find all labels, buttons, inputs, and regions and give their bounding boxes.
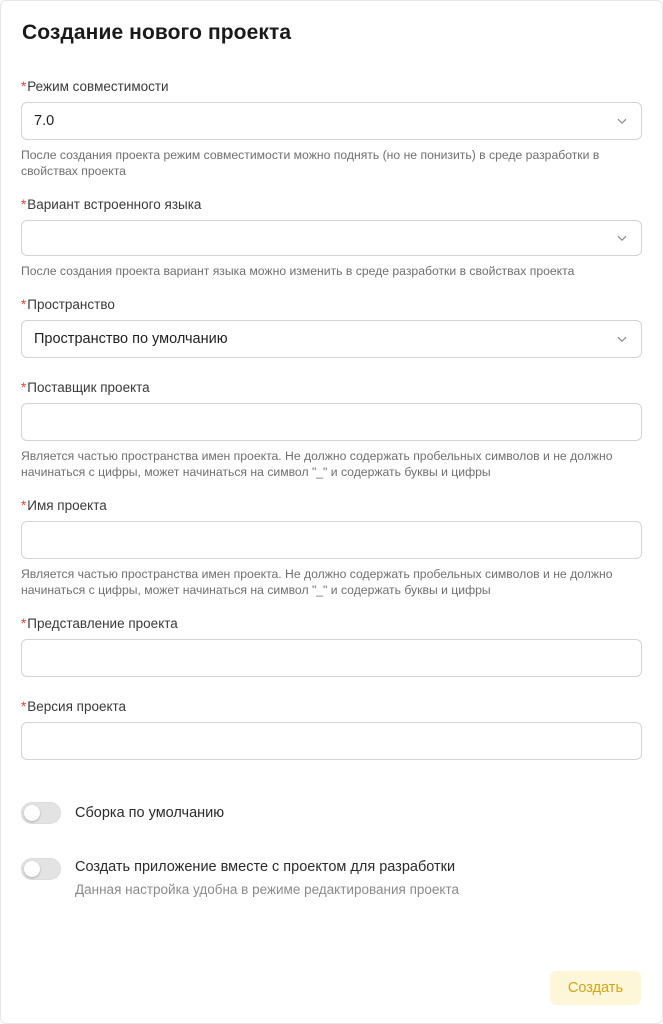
spacer (21, 677, 642, 699)
label-presentation (21, 616, 642, 632)
label-text: Вариант встроенного языка (27, 197, 202, 212)
toggle-default-build-label: Сборка по умолчанию (75, 805, 225, 821)
label-text: Режим совместимости (27, 79, 169, 94)
create-button[interactable]: Создать (550, 971, 641, 1005)
input-version[interactable] (21, 722, 642, 760)
input-project-name[interactable] (21, 521, 642, 559)
chevron-down-icon (615, 332, 629, 346)
input-vendor[interactable] (21, 403, 642, 441)
create-project-form (21, 79, 642, 899)
required-marker: * (21, 297, 27, 312)
label-text: Имя проекта (27, 498, 107, 513)
spacer (21, 358, 642, 380)
label-text: Поставщик проекта (27, 380, 150, 395)
toggle-create-app-sublabel: Данная настройка удобна в режиме редактирования проекта (75, 882, 459, 897)
chevron-down-icon (615, 231, 629, 245)
toggle-row-create-app[interactable] (21, 856, 642, 899)
select-language-variant[interactable] (21, 220, 642, 256)
field-compatibility-mode (21, 79, 642, 179)
chevron-down-icon (615, 114, 629, 128)
required-marker: * (21, 197, 27, 212)
label-text: Представление проекта (27, 616, 178, 631)
select-compatibility-mode-value: 7.0 (34, 113, 55, 129)
toggle-default-build[interactable] (21, 802, 61, 824)
label-version (21, 699, 642, 715)
hint-language-variant: После создания проекта вариант языка можно изменить в среде разработки в свойствах проекта (21, 264, 575, 278)
toggle-create-app[interactable] (21, 858, 61, 880)
label-text: Пространство (27, 297, 115, 312)
field-vendor (21, 380, 642, 480)
hint-project-name: Является частью пространства имен проекта. Не должно содержать пробельных символов и не должно начинаться с цифры, может начинаться на символ "_" и содержать буквы и цифры (21, 567, 613, 597)
hint-vendor: Является частью пространства имен проекта. Не должно содержать пробельных символов и не должно начинаться с цифры, может начинаться на символ "_" и содержать буквы и цифры (21, 449, 613, 479)
label-vendor (21, 380, 642, 396)
select-space-value: Пространство по умолчанию (34, 331, 228, 347)
dialog-footer (550, 971, 641, 1005)
select-compatibility-mode[interactable] (21, 102, 642, 140)
field-project-name (21, 498, 642, 598)
field-presentation (21, 616, 642, 699)
label-compatibility-mode (21, 79, 642, 95)
field-space (21, 297, 642, 380)
label-text: Версия проекта (27, 699, 127, 714)
select-space[interactable] (21, 320, 642, 358)
label-space (21, 297, 642, 313)
field-language-variant (21, 197, 642, 279)
spacer (21, 760, 642, 782)
toggle-knob (24, 861, 40, 877)
label-language-variant (21, 197, 642, 213)
field-version (21, 699, 642, 782)
required-marker: * (21, 498, 27, 513)
required-marker: * (21, 380, 27, 395)
toggle-row-default-build[interactable] (21, 802, 642, 824)
required-marker: * (21, 616, 27, 631)
required-marker: * (21, 699, 27, 714)
label-project-name (21, 498, 642, 514)
input-presentation[interactable] (21, 639, 642, 677)
toggle-create-app-label: Создать приложение вместе с проектом для разработки (75, 859, 456, 875)
required-marker: * (21, 79, 27, 94)
page-title: Создание нового проекта (22, 21, 292, 44)
hint-compatibility-mode: После создания проекта режим совместимости можно поднять (но не понизить) в среде разработки в свойствах проекта (21, 148, 600, 178)
toggle-create-app-text (75, 856, 459, 899)
toggle-knob (24, 805, 40, 821)
